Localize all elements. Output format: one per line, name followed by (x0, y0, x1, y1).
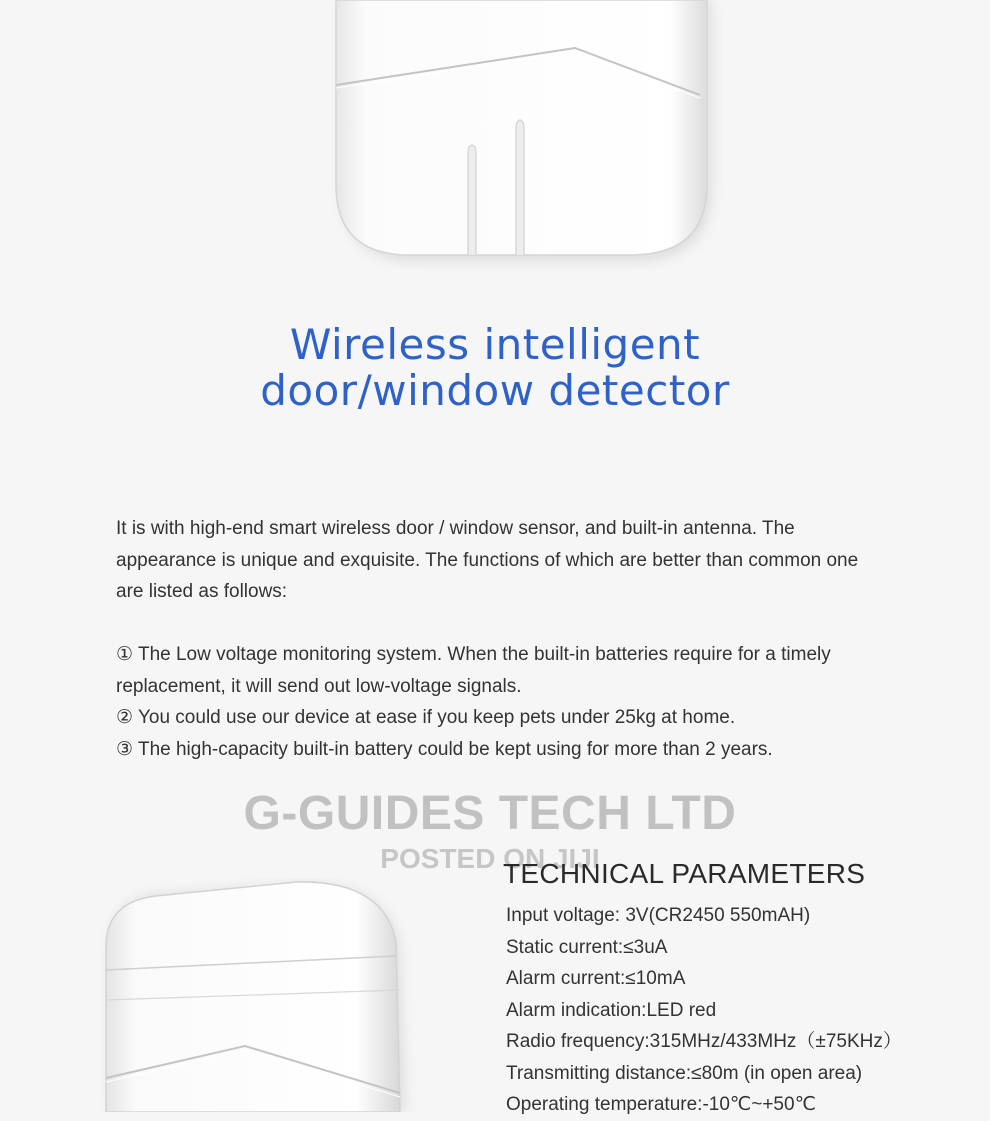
parameters-list (506, 900, 902, 1121)
sensor-device-image-top (330, 0, 725, 270)
parameter-item: Static current:≤3uA (506, 936, 668, 958)
feature-list (116, 639, 886, 765)
watermark-main: G-GUIDES TECH LTD (243, 787, 737, 840)
product-title-line2: door/window detector (260, 366, 730, 415)
watermark-sub: POSTED ON JIJI (380, 843, 600, 874)
feature-item: ① The Low voltage monitoring system. When the built-in batteries require for a timely replacement, it will send out low-voltage signals. (116, 644, 831, 697)
product-intro: It is with high-end smart wireless door / window sensor, and built-in antenna. The appearance is unique and exquisite. The functions of which are better than common one are listed as follows: (116, 518, 859, 602)
parameter-item: Operating temperature:-10℃~+50℃ (506, 1094, 816, 1115)
feature-item: ③ The high-capacity built-in battery could be kept using for more than 2 years. (116, 738, 773, 760)
feature-item: ② You could use our device at ease if you keep pets under 25kg at home. (116, 707, 736, 728)
parameter-item: Radio frequency:315MHz/433MHz（±75KHz） (506, 1031, 902, 1052)
parameters-title: TECHNICAL PARAMETERS (503, 858, 866, 889)
parameter-item: Transmitting distance:≤80m (in open area) (506, 1062, 863, 1084)
parameter-item: Alarm current:≤10mA (506, 968, 686, 989)
parameter-item: Input voltage: 3V(CR2450 550mAH) (506, 905, 811, 926)
sensor-device-image-bottom (100, 878, 420, 1112)
product-title-line1: Wireless intelligent (289, 320, 701, 369)
parameter-item: Alarm indication:LED red (506, 999, 717, 1021)
product-title (0, 322, 990, 414)
